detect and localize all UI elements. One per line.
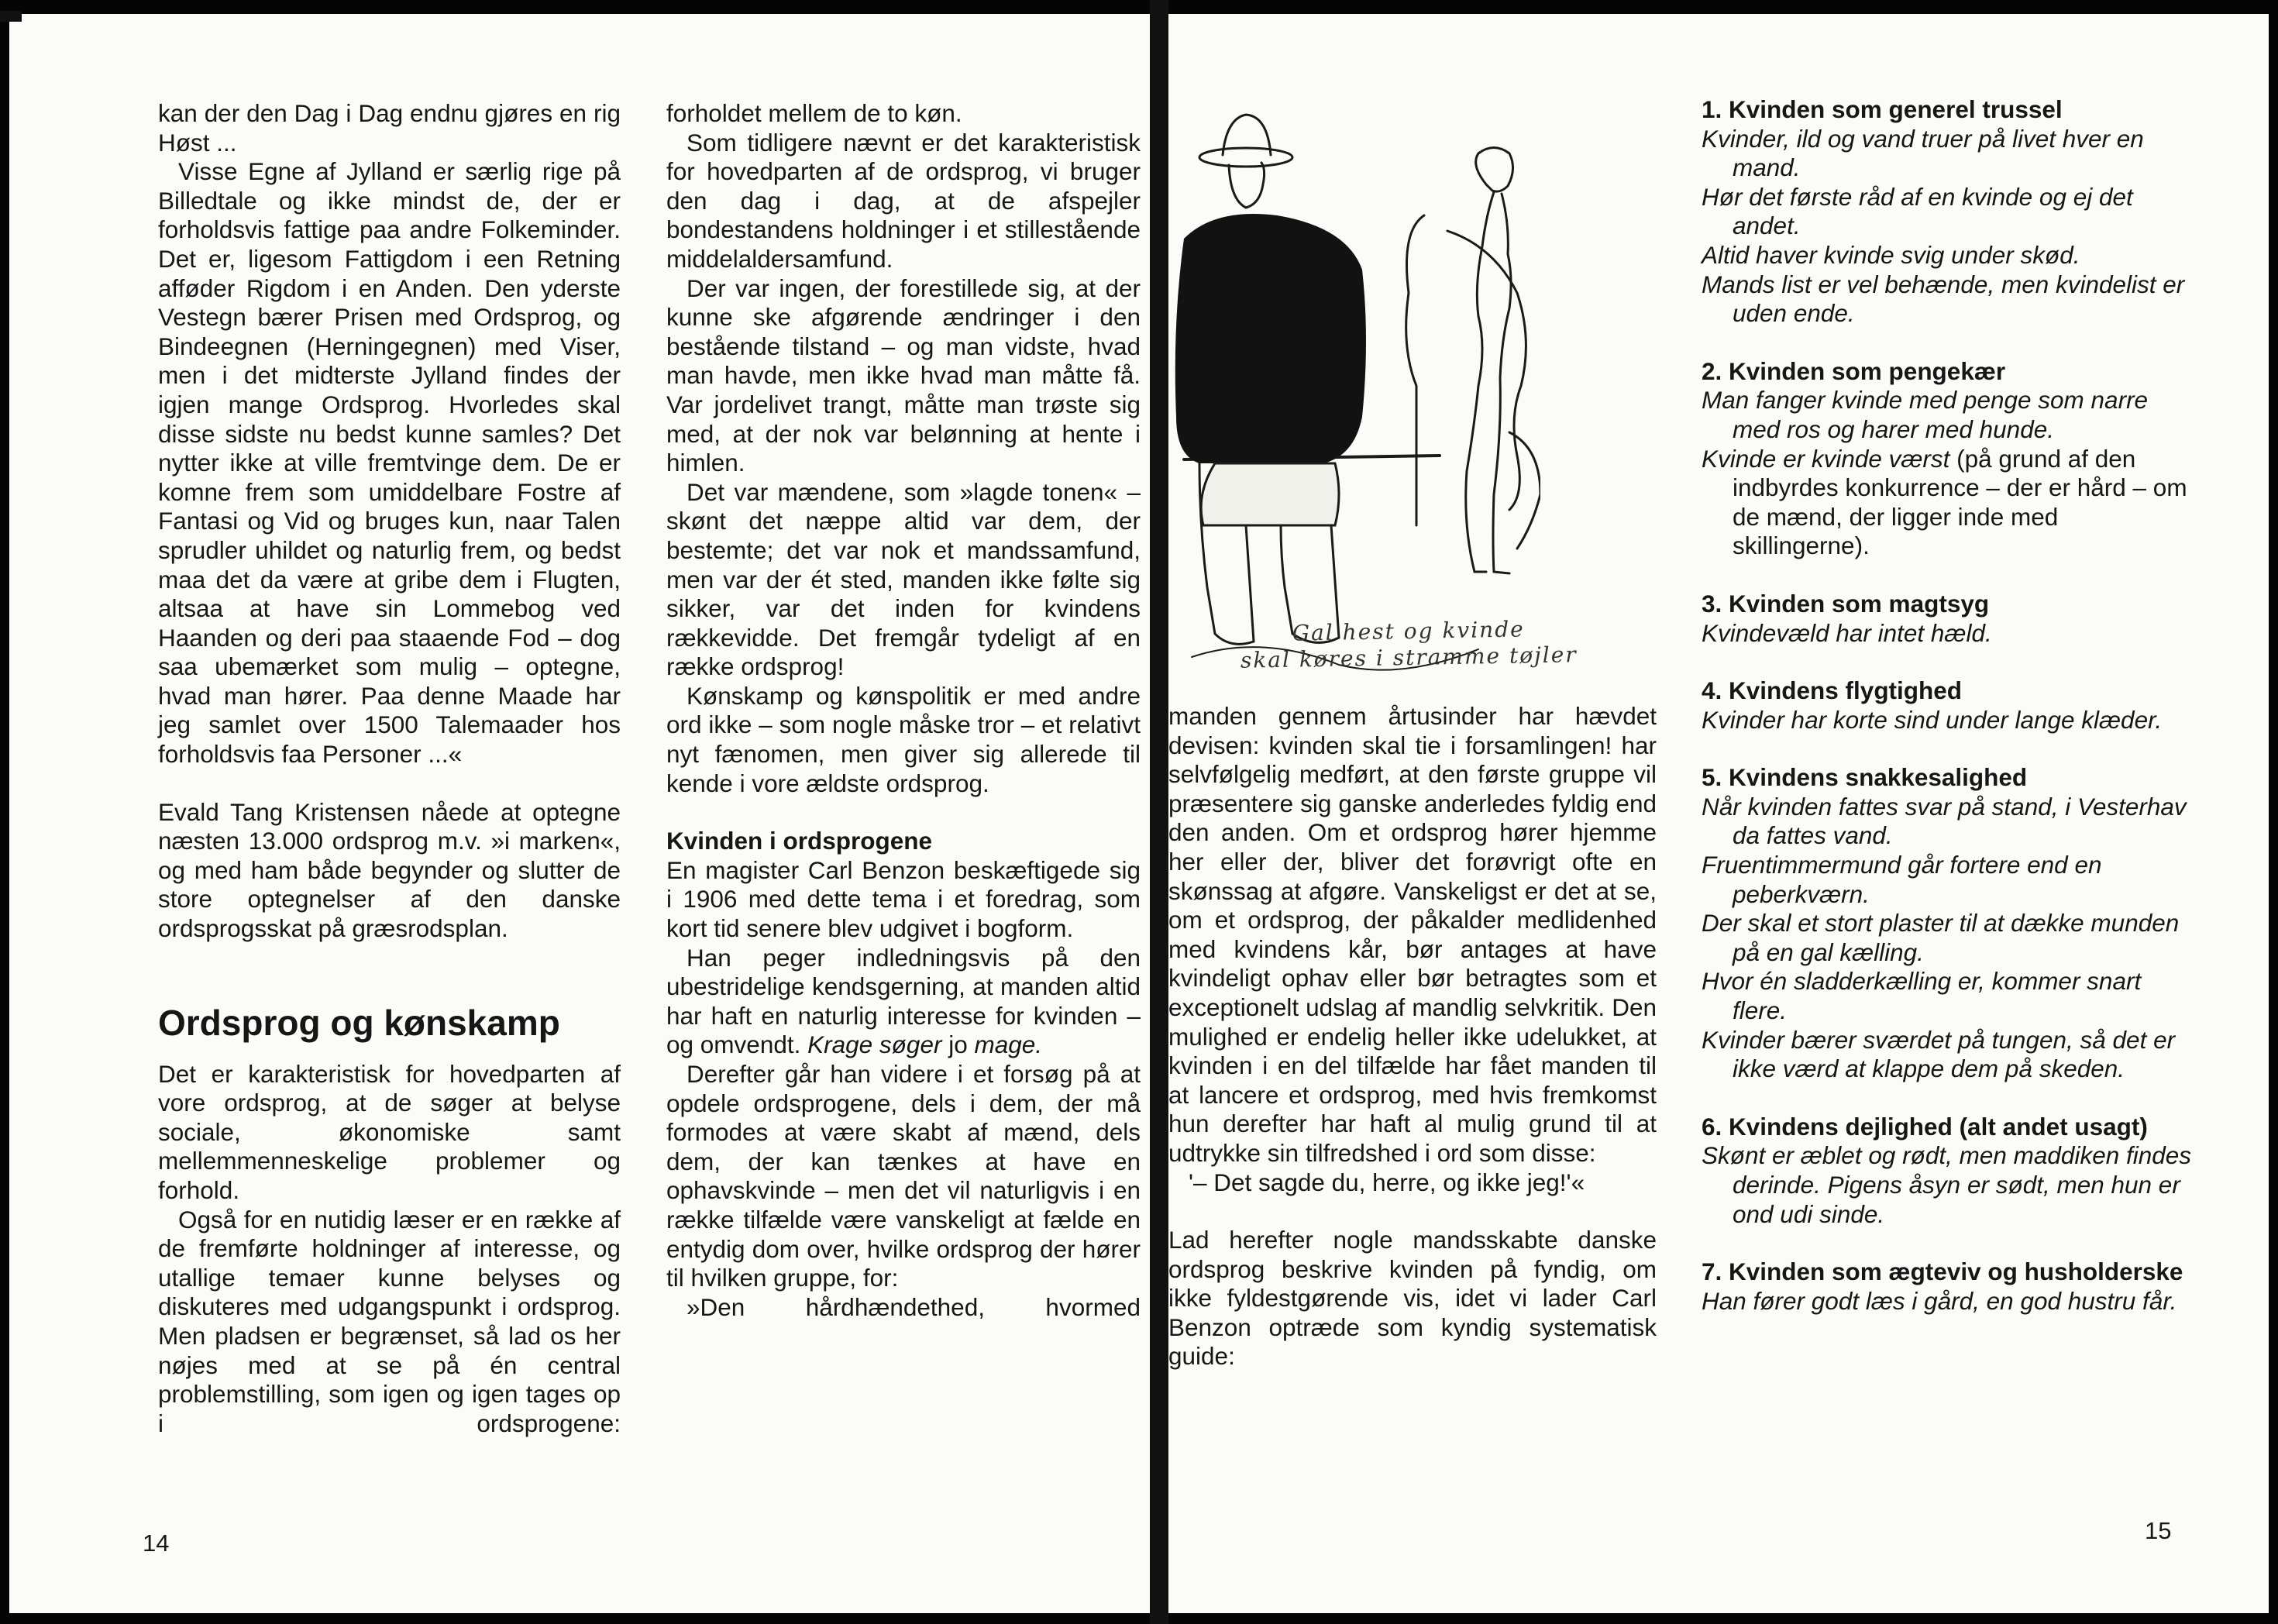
man-breeches: [1201, 463, 1339, 525]
proverb: Mands list er vel behænde, men kvindelist er uden ende.: [1702, 270, 2185, 328]
proverb: Fruentimmermund går fortere end en peberkværn.: [1702, 851, 2102, 908]
page-number: 15: [2145, 1517, 2172, 1544]
paragraph: En magister Carl Benzon beskæftigede sig i 1906 med dette tema i et foredrag, som kort tid senere blev udgivet i bogform.: [666, 855, 1141, 943]
paragraph: »Den hårdhændethed, hvormed: [686, 1292, 1141, 1321]
proverb-category-1: [1702, 95, 2197, 329]
caption-line: skal køres i stramme tøjler: [1240, 642, 1578, 673]
paragraph: Kønskamp og kønspolitik er med andre ord ikke – som nogle måske tror – et relativt nyt fænomen, men giver sig allerede til kende i vore ældste ordsprog.: [666, 681, 1141, 797]
face: [1229, 163, 1265, 208]
category-title: 2. Kvinden som pengekær: [1702, 356, 2006, 385]
caption-line: Gal hest og kvinde: [1292, 616, 1525, 646]
hat-brim: [1199, 148, 1292, 167]
paragraph: '– Det sagde du, herre, og ikke jeg!'«: [1189, 1168, 1585, 1196]
proverb: Kvindevæld har intet hæld.: [1702, 618, 1992, 647]
proverb-category-7: [1702, 1258, 2197, 1316]
text-span: jo: [948, 1030, 968, 1059]
proverb-commentary: (på grund af den indbyrdes konkurrence – der er hård – om de mænd, der ligger inde med skillingerne).: [1733, 444, 2187, 560]
proverb: Der skal et stort plaster til at dække munden på en gal kælling.: [1702, 909, 2180, 966]
proverb: Skønt er æblet og rødt, men maddiken findes derinde. Pigens åsyn er sødt, men hun er ond udi sinde.: [1702, 1141, 2192, 1228]
category-title: 5. Kvindens snakkesalighed: [1702, 763, 2028, 792]
page-number: 14: [143, 1529, 170, 1557]
proverb-text: Kvinde er kvinde værst: [1702, 444, 1950, 473]
proverb: Kvinder bærer sværdet på tungen, så det er ikke værd at klappe dem på skeden.: [1702, 1025, 2176, 1083]
proverb-category-4: [1702, 676, 2197, 735]
woman-body-right: [1493, 194, 1511, 573]
italic-proverb: Krage søger: [807, 1030, 942, 1059]
left-column-1: [158, 99, 621, 1438]
text-span: Han peger indledningsvis på den ubestridelige kendsgerning, at manden altid har haft en naturlig interesse for kvinden – og omvendt.: [666, 943, 1141, 1059]
quote-paragraph: Visse Egne af Jylland er særlig rige på Billedtale og ikke mindst de, der er forholdsvis fattige paa andre Folkeminder. Det er, ligesom Fattigdom i een Retning afføder Rigdom i en Anden. Den yderste Vestegn bærer Prisen med Ordsprog, og Bindeegnen (Herningegnen) med Viser, men i det midterste Jylland findes der igjen mange Ordsprog. Hvorledes skal disse sidste nu bedst kunne samles? Det nytter ikke at ville fremtvinge dem. De er komne frem som umiddelbare Fostre af Fantasi og Vid og bruges kun, naar Talen sprudler uhildet og naturlig frem, og bedst maa det da være at gribe dem i Flugten, altsaa at have sin Lommebog ved Haanden og deri paa staaende Fod – dog saa ubemærket som mulig – optegne, hvad man hører. Paa denne Maade har jeg samlet over 1500 Talemaader hos forholdsvis faa Personer ...«: [158, 157, 621, 769]
illustration-man-woman-horse: [1168, 91, 1540, 696]
paragraph: Lad herefter nogle mandsskabte danske ordsprog beskrive kvinden på fyndig, om ikke fyldestgørende vis, idet vi lader Carl Benzon optræde som kyndig systematisk guide:: [1168, 1226, 1657, 1371]
paragraph: manden gennem årtusinder har hævdet devisen: kvinden skal tie i forsamlingen! har selvfølgelig medført, at den første gruppe vil præsentere sig ganske anderledes fyldig end den anden. Om et ordsprog hører hjemme her eller der, bliver det forøvrigt ofte en skønssag at afgøre. Vanskeligst er det at se, om et ordsprog, der påkalder medlidenhed med kvindens kår, bør antages at have kvindeligt ophav eller bør betragtes som et exceptionelt udslag af mandlig selvkritik. Den mulighed er endelig heller ikke udelukket, at kvinden i en del tilfælde har fået manden til at lancere et ordsprog, med hvis fremkomst hun derefter har haft al mulig grund til at udtrykke sin tilfredshed i ord som disse:: [1168, 702, 1657, 1167]
right-column-1: [1168, 702, 1657, 1371]
paragraph: Det var mændene, som »lagde tonen« – skønt det næppe altid var dem, der bestemte; det var nok et mandssamfund, men var der ét sted, manden ikke følte sig sikker, var det inden for kvindens rækkevidde. Det fremgår tydeligt af en række ordsprog!: [666, 477, 1141, 681]
proverb: Når kvinden fattes svar på stand, i Vesterhav da fattes vand.: [1702, 792, 2187, 850]
man-coat: [1175, 214, 1366, 463]
woman-body-left: [1466, 192, 1494, 572]
proverb-category-3: [1702, 590, 2197, 648]
subheading: Kvinden i ordsprogene: [666, 827, 933, 855]
category-title: 1. Kvinden som generel trussel: [1702, 95, 2063, 123]
proverb: Kvinder, ild og vand truer på livet hver en mand.: [1702, 124, 2144, 182]
left-column-2: [666, 99, 1141, 1322]
paragraph: Evald Tang Kristensen nåede at optegne næsten 13.000 ordsprog m.v. »i marken«, og med ham både begynder og slutter de store optegnelser af den danske ordsprogsskat på græsrodsplan.: [158, 797, 621, 943]
paragraph: Også for en nutidig læser er en række af de fremførte holdninger af interesse, og utallige temaer kunne belyses og diskuteres med udgangspunkt i ordsprog. Men pladsen er begrænset, så lad os her nøjes med at se på én central problemstilling, som igen og igen tages op i ordsprogene:: [158, 1205, 621, 1437]
paragraph: [666, 944, 1141, 1060]
paragraph: forholdet mellem de to køn.: [666, 99, 962, 127]
paragraph: Det er karakteristisk for hovedparten af vore ordsprog, at de søger at belyse sociale, økonomiske samt mellemmenneskelige problemer og forhold.: [158, 1059, 621, 1204]
proverb: Han fører godt læs i gård, en god hustru får.: [1702, 1286, 2177, 1315]
proverb: Altid haver kvinde svig under skød.: [1702, 240, 2080, 269]
horse-head: [1509, 432, 1540, 549]
proverb-category-6: [1702, 1113, 2197, 1229]
woman-head: [1476, 148, 1513, 192]
illustration-caption: [1230, 615, 1587, 674]
proverb-category-2: [1702, 357, 2197, 561]
paragraph: Derefter går han videre i et forsøg på at opdele ordsprogene, dels i dem, der må formodes at være skabt af mænd, dels dem, der kan tænkes at have en ophavskvinde – men det vil naturligvis i en række tilfælde være vanskeligt at fælde en entydig dom over, hvilke ordsprog der hører til hvilken gruppe, for:: [666, 1060, 1141, 1292]
left-page: [9, 14, 1150, 1613]
category-title: 7. Kvinden som ægteviv og husholderske: [1702, 1258, 2183, 1286]
category-title: 4. Kvindens flygtighed: [1702, 676, 1963, 705]
proverb: [1702, 445, 2197, 561]
category-title: 3. Kvinden som magtsyg: [1702, 589, 1990, 618]
proverb: Hør det første råd af en kvinde og ej det andet.: [1702, 182, 2133, 240]
italic-proverb: mage.: [974, 1030, 1043, 1059]
proverb: Hvor én sladderkælling er, kommer snart flere.: [1702, 967, 2142, 1025]
paragraph: kan der den Dag i Dag endnu gjøres en rig Høst ...: [158, 99, 621, 157]
scan-edge-mark: [0, 11, 22, 22]
proverb: Man fanger kvinde med penge som narre med ros og harer med hunde.: [1702, 386, 2149, 443]
right-page: [1168, 14, 2269, 1613]
right-column-2: [1702, 95, 2197, 1344]
paragraph: Som tidligere nævnt er det karakteristisk for hovedparten af de ordsprog, vi bruger den dag i dag, at de afspejler bondestandens holdninger i et stillestående middelaldersamfund.: [666, 128, 1141, 273]
section-heading: Ordsprog og kønskamp: [158, 1002, 560, 1043]
proverb-category-5: [1702, 763, 2197, 1084]
category-title: 6. Kvindens dejlighed (alt andet usagt): [1702, 1112, 2148, 1141]
gutter: [1150, 0, 1168, 1624]
paragraph: Der var ingen, der forestillede sig, at der kunne ske afgørende ændringer i den bestående tilstand – og man vidste, hvad man havde, men ikke hvad man måtte få. Var jordelivet trangt, måtte man trøste sig med, at der nok var belønning at hente i himlen.: [666, 274, 1141, 477]
proverb: Kvinder har korte sind under lange klæder.: [1702, 705, 2163, 734]
